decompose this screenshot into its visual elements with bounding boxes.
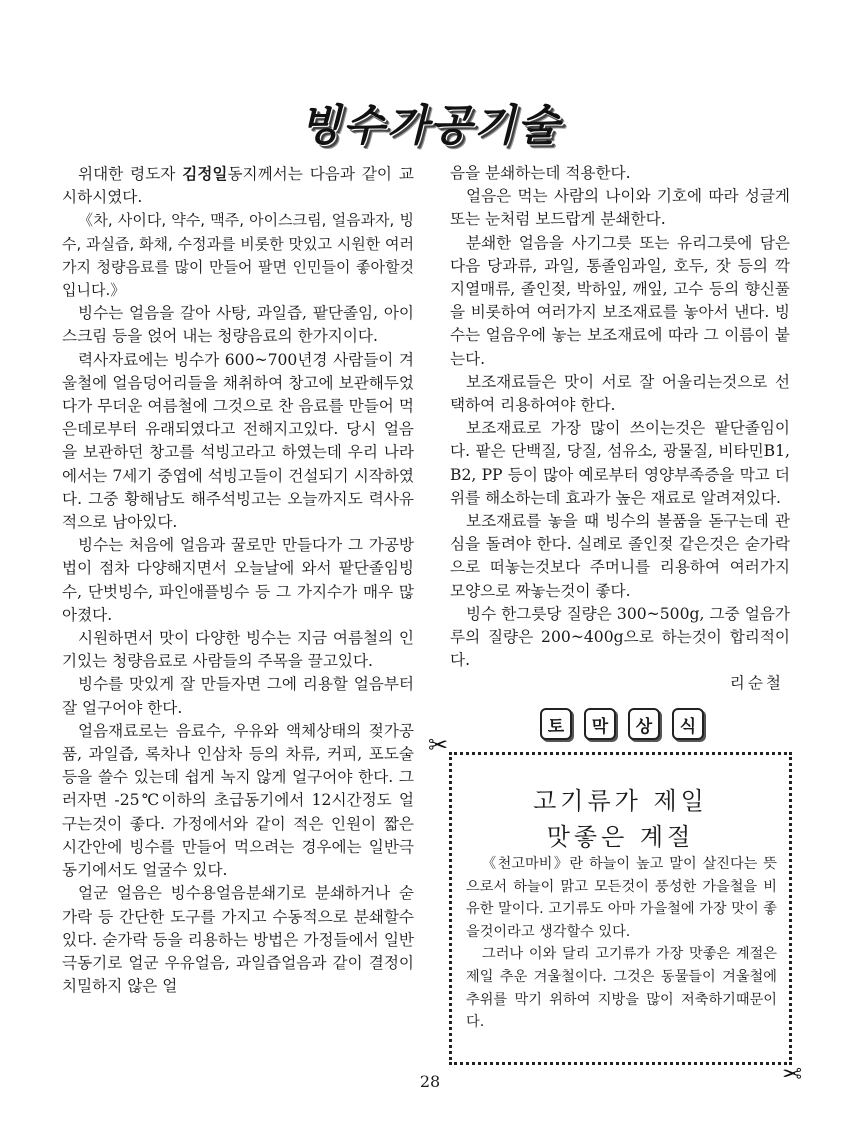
body-paragraph: 빙수는 처음에 얼음과 꿀로만 만들다가 그 가공방법이 점차 다양해지면서 오늘날에 와서 팥단졸임빙수, 단벗빙수, 파인애플빙수 등 그 가지수가 매우 많아졌다. [62,536,414,624]
scissors-icon: ✂ [782,1060,803,1088]
sidebar-body [466,853,777,1034]
body-paragraph: 빙수는 얼음을 갈아 사탕, 과일즙, 팥단졸임, 아이스크림 등을 얹어 내는 청량음료의 한가지이다. [62,304,414,346]
body-paragraph: 보조재료로 가장 많이 쓰이는것은 팥단졸임이다. 팥은 단백질, 당질, 섬유소, 광물질, 비타민B1, B2, PP 등이 많아 예로부터 영양부족증을 막고 더위를 해소하는데 효과가 높은 재료로 알려져있다. [450,419,790,507]
scissors-icon: ✂ [428,731,449,759]
sidebar-paragraph: 《천고마비》란 하늘이 높고 말이 살진다는 뜻으로서 하늘이 맑고 모든것이 풍성한 가을철을 비유한 말이다. 고기류도 아마 가을철에 가장 맛이 좋을것이라고 생각할수 있다. [466,856,777,940]
body-paragraph: 보조재료를 놓을 때 빙수의 볼품을 돋구는데 관심을 돌려야 한다. 실례로 졸인젖 같은것은 숟가락으로 떠놓는것보다 주머니를 리용하여 여러가지 모양으로 짜놓는것이 좋다. [450,512,790,600]
body-paragraph: 얼음은 먹는 사람의 나이와 기호에 따라 성글게 또는 눈처럼 보드랍게 분쇄한다. [450,187,790,229]
body-paragraph: 빙수를 맛있게 잘 만들자면 그에 리용할 얼음부터 잘 얼구어야 한다. [62,675,414,717]
body-paragraph: 음을 분쇄하는데 적용한다. [450,164,631,182]
leader-name: 김정일 [182,164,228,183]
header-tile: 식 [672,708,704,740]
header-tile: 막 [584,708,616,740]
body-paragraph: 얼군 얼음은 빙수용얼음분쇄기로 분쇄하거나 숟가락 등 간단한 도구를 가지고 수동적으로 분쇄할수 있다. 숟가락 등을 리용하는 방법은 가정들에서 일반극동기로 얼군 우유얼음, 과일즙얼음과 같이 결정이 치밀하지 않은 얼 [62,884,414,996]
sidebar-header-tiles [540,708,704,740]
body-paragraph: 시원하면서 맛이 다양한 빙수는 지금 여름철의 인기있는 청량음료로 사람들의 주목을 끌고있다. [62,629,414,671]
left-column [62,162,414,998]
body-paragraph: 분쇄한 얼음을 사기그릇 또는 유리그릇에 담은 다음 당과류, 과일, 통졸임과일, 호두, 잣 등의 깍지열매류, 졸인젖, 박하잎, 깨잎, 고수 등의 향신풀을 비롯하여 여러가지 보조재료를 놓아서 낸다. 빙수는 얼음우에 놓는 보조재료에 따라 그 이름이 붙는다. [450,233,790,368]
body-paragraph: 빙수 한그릇당 질량은 300~500g, 그중 얼음가루의 질량은 200~400g으로 하는것이 합리적이다. [450,604,790,670]
page-number: 28 [419,1072,441,1091]
header-tile: 토 [540,708,572,740]
sidebar-box [449,752,792,1065]
body-paragraph: 력사자료에는 빙수가 600~700년경 사람들이 겨울철에 얼음덩어리들을 채취하여 창고에 보관해두었다가 무더운 여름철에 그것으로 찬 음료를 만들어 먹은데로부터 유래되였다고 전해지고있다. 당시 얼음을 보관하던 창고를 석빙고라고 하였는데 우리 나라에서는 7세기 중엽에 석빙고들이 건설되기 시작하였다. 그중 황해남도 해주석빙고는 오늘까지도 력사유적으로 남아있다. [62,350,414,532]
sidebar-title-line1: 고기류가 제일 [533,787,708,815]
article-title: 빙수가공기술 [299,101,561,151]
sidebar-title-line2: 맛좋은 계절 [546,823,695,851]
header-tile: 상 [628,708,660,740]
intro-paragraph: 위대한 령도자 김정일동지께서는 다음과 같이 교시하시였다. [62,164,414,207]
quote-paragraph: 《차, 사이다, 약수, 맥주, 아이스크림, 얼음과자, 빙수, 과실즙, 화채, 수정과를 비롯한 맛있고 시원한 여러가지 청량음료를 많이 만들어 팔면 인민들이 좋아할것입니다.》 [62,211,414,300]
right-column [450,162,790,696]
body-paragraph: 얼음재료로는 음료수, 우유와 액체상태의 젖가공품, 과일즙, 록차나 인삼차 등의 차류, 커피, 포도술 등을 쓸수 있는데 쉽게 녹지 않게 얼구어야 한다. 그러자면 -25℃이하의 초급동기에서 12시간정도 얼구는것이 좋다. 가정에서와 같이 적은 인원이 짧은 시간안에 빙수를 만들어 먹으려는 경우에는 일반극동기에서도 얼굴수 있다. [62,721,414,880]
sidebar-paragraph: 그러나 이와 달리 고기류가 가장 맛좋은 계절은 제일 추운 겨울철이다. 그것은 동물들이 겨울철에 추위를 막기 위하여 지방을 많이 저축하기때문이다. [466,946,777,1031]
author-name: 리순철 [729,674,784,693]
body-paragraph: 보조재료들은 맛이 서로 잘 어울리는것으로 선택하여 리용하여야 한다. [450,372,790,415]
